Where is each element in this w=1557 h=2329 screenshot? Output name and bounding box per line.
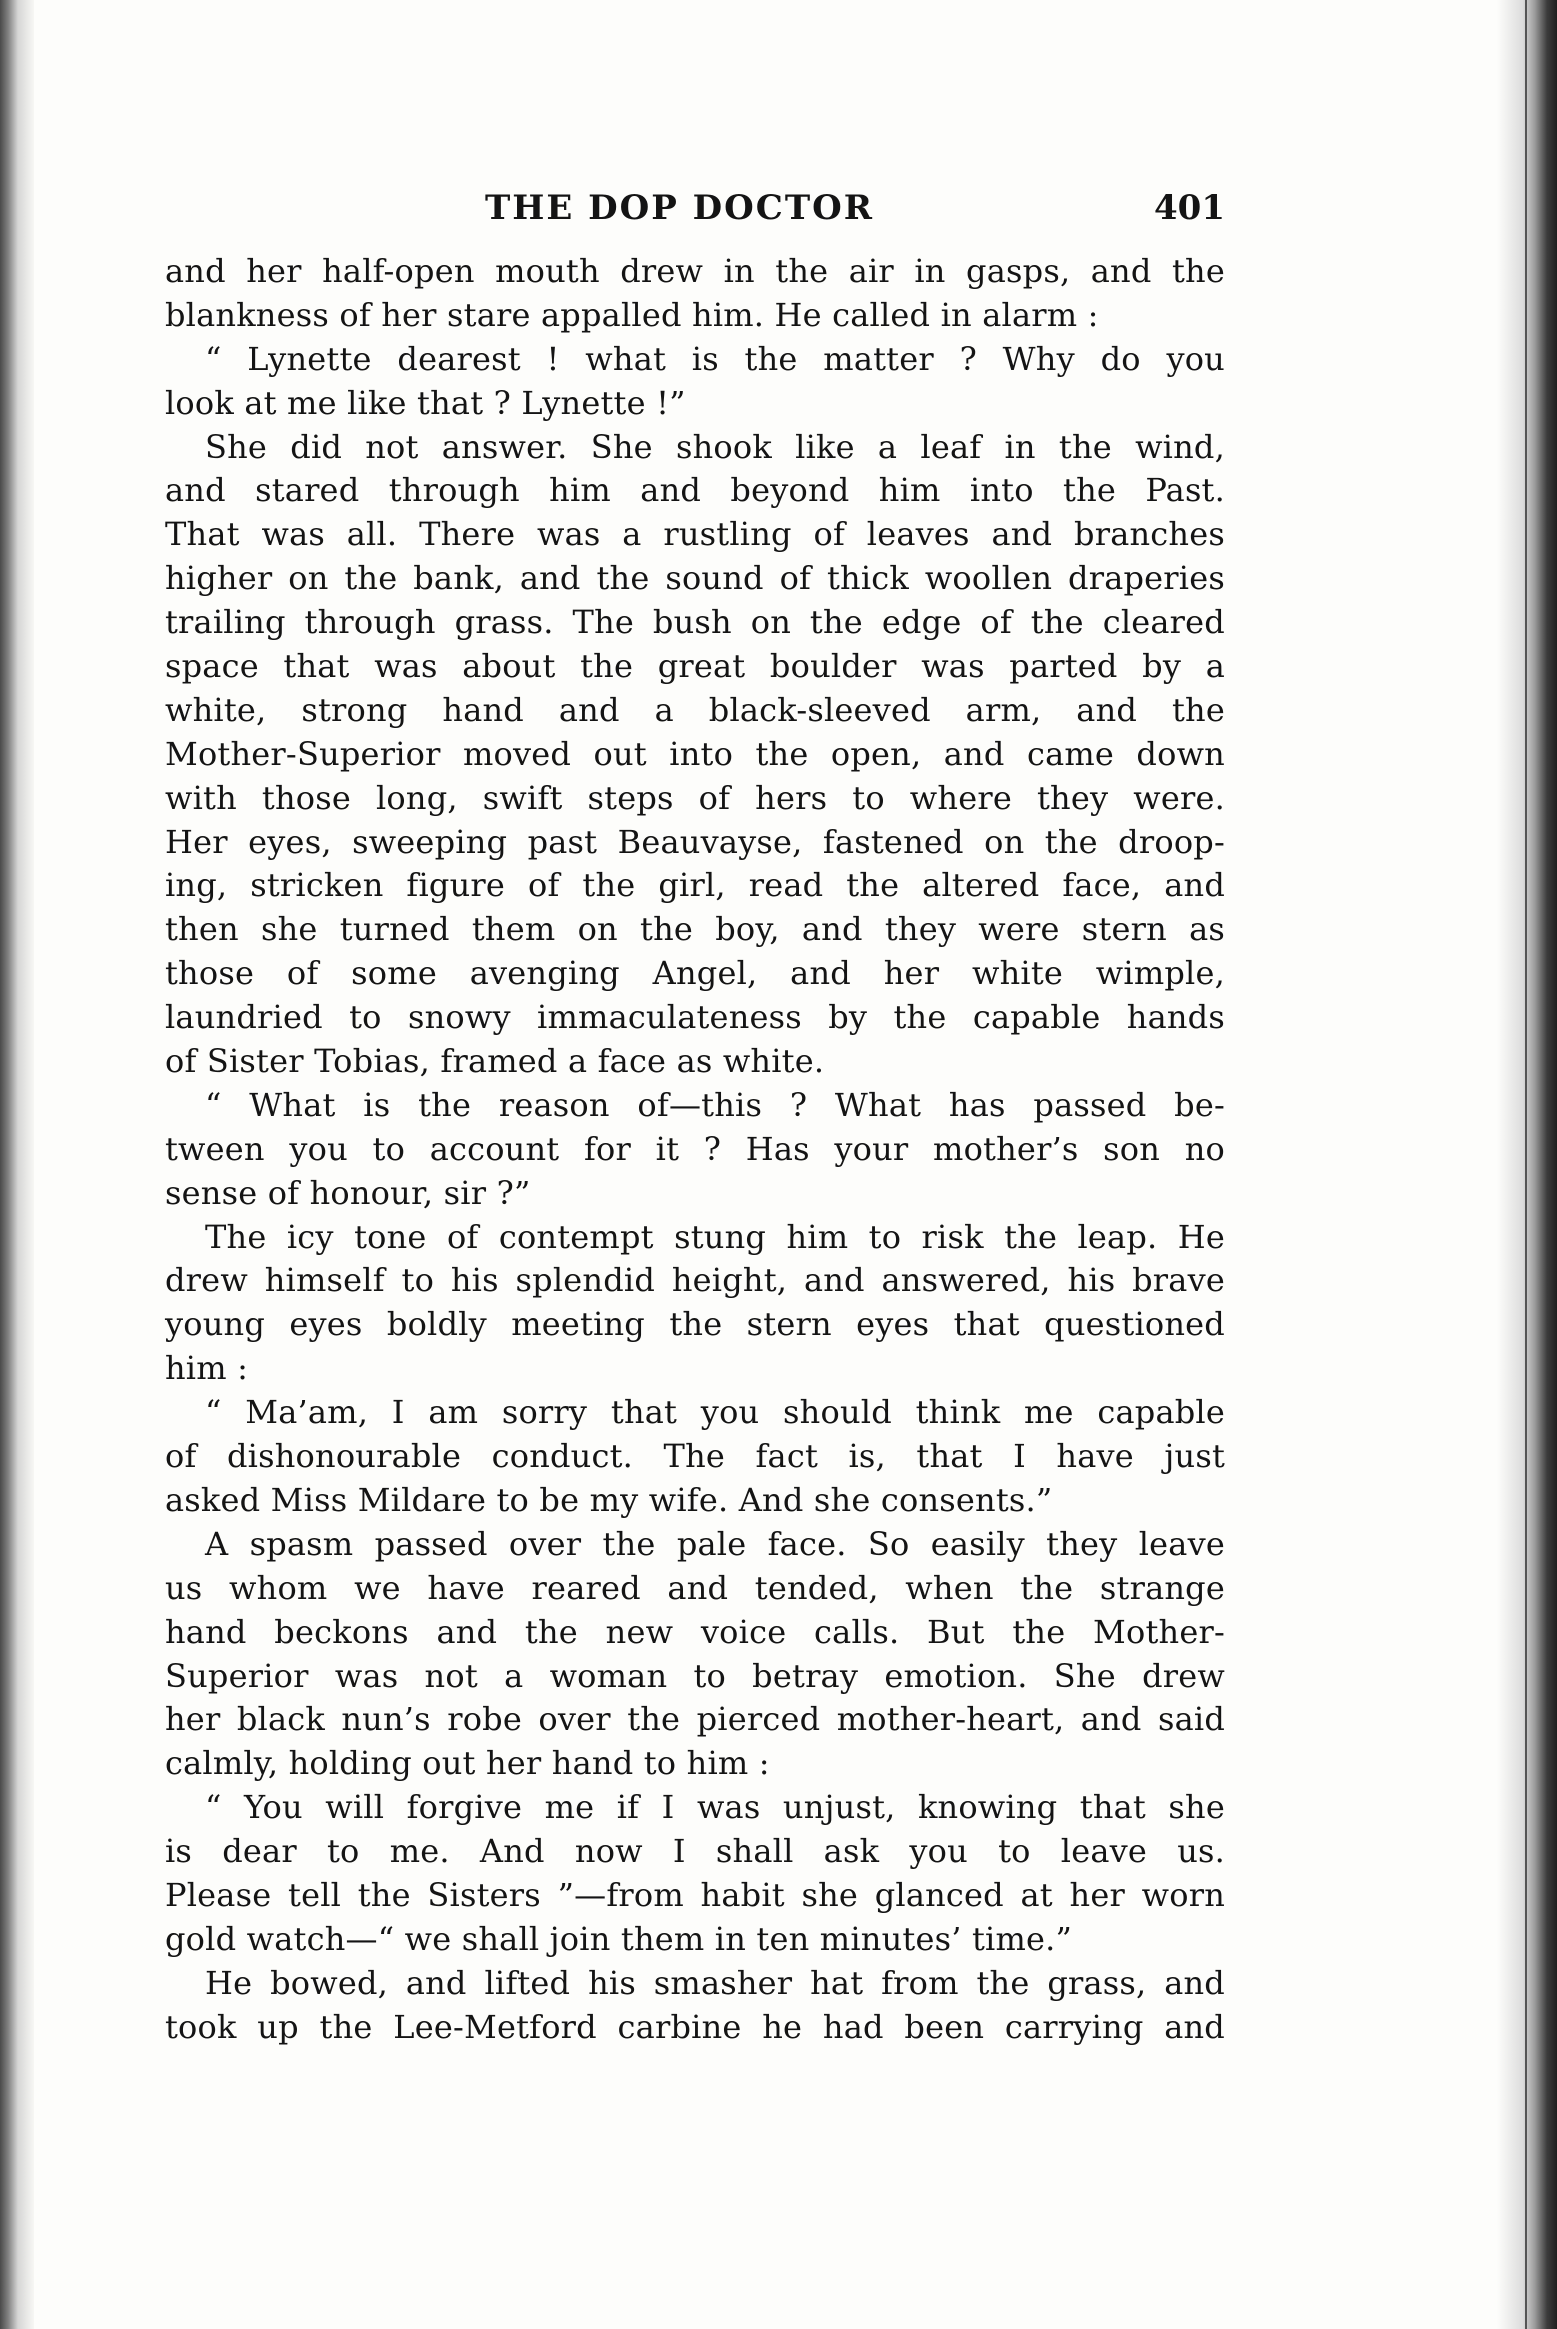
text-line: A spasm passed over the pale face. So easily they leave bbox=[205, 1524, 1225, 1563]
text-line: Please tell the Sisters ”—from habit she glanced at her worn bbox=[165, 1875, 1225, 1914]
text-line: tween you to account for it ? Has your mother’s son no bbox=[165, 1129, 1225, 1168]
text-line: space that was about the great boulder was parted by a bbox=[165, 647, 1225, 686]
text-line: She did not answer. She shook like a leaf in the wind, bbox=[205, 427, 1225, 466]
page-right-edge bbox=[1497, 0, 1557, 2329]
text-line: He bowed, and lifted his smasher hat from the grass, and bbox=[205, 1963, 1225, 2002]
text-line: asked Miss Mildare to be my wife. And she consents.” bbox=[165, 1480, 1053, 1519]
running-head bbox=[165, 188, 1225, 238]
text-line: blankness of her stare appalled him. He called in alarm : bbox=[165, 295, 1099, 334]
page-gutter-line bbox=[1525, 0, 1527, 2329]
text-line: of dishonourable conduct. The fact is, that I have just bbox=[165, 1437, 1225, 1476]
text-line: gold watch—“ we shall join them in ten minutes’ time.” bbox=[165, 1919, 1073, 1958]
text-line: and her half-open mouth drew in the air in gasps, and the bbox=[165, 252, 1225, 290]
text-line: Superior was not a woman to betray emotion. She drew bbox=[165, 1656, 1225, 1695]
page-left-edge bbox=[0, 0, 34, 2329]
text-line: sense of honour, sir ?” bbox=[165, 1173, 531, 1212]
text-line: drew himself to his splendid height, and answered, his brave bbox=[165, 1261, 1225, 1300]
text-line: “ Ma’am, I am sorry that you should think me capable bbox=[205, 1393, 1225, 1432]
text-line: Her eyes, sweeping past Beauvayse, fastened on the droop- bbox=[165, 822, 1225, 861]
body-text bbox=[165, 250, 1225, 2050]
text-line: then she turned them on the boy, and they were stern as bbox=[165, 910, 1225, 949]
text-line: The icy tone of contempt stung him to risk the leap. He bbox=[205, 1217, 1225, 1256]
text-line: us whom we have reared and tended, when the strange bbox=[165, 1568, 1225, 1607]
text-line: look at me like that ? Lynette !” bbox=[165, 383, 686, 422]
text-line: and stared through him and beyond him into the Past. bbox=[165, 471, 1225, 510]
text-line: young eyes boldly meeting the stern eyes that questioned bbox=[165, 1305, 1225, 1344]
text-line: those of some avenging Angel, and her white wimple, bbox=[165, 954, 1225, 993]
text-line: her black nun’s robe over the pierced mother-heart, and said bbox=[165, 1700, 1225, 1739]
text-line: higher on the bank, and the sound of thick woollen draperies bbox=[165, 559, 1225, 598]
text-line: is dear to me. And now I shall ask you to leave us. bbox=[165, 1832, 1225, 1871]
text-line: hand beckons and the new voice calls. But the Mother- bbox=[165, 1612, 1225, 1651]
running-title: THE DOP DOCTOR bbox=[485, 188, 875, 228]
text-line: with those long, swift steps of hers to where they were. bbox=[165, 778, 1225, 817]
text-line: “ What is the reason of—this ? What has passed be- bbox=[205, 1085, 1225, 1124]
text-line: laundried to snowy immaculateness by the capable hands bbox=[165, 998, 1225, 1037]
text-line: of Sister Tobias, framed a face as white. bbox=[165, 1042, 825, 1081]
text-line: “ You will forgive me if I was unjust, knowing that she bbox=[205, 1788, 1225, 1827]
text-line: him : bbox=[165, 1349, 249, 1388]
text-line: Mother-Superior moved out into the open, and came down bbox=[165, 734, 1225, 773]
text-line: That was all. There was a rustling of leaves and branches bbox=[165, 515, 1225, 554]
text-line: trailing through grass. The bush on the edge of the cleared bbox=[165, 603, 1225, 642]
text-line: calmly, holding out her hand to him : bbox=[165, 1744, 770, 1783]
text-line: ing, stricken figure of the girl, read the altered face, and bbox=[165, 866, 1225, 905]
page-number: 401 bbox=[1154, 188, 1225, 228]
text-line: took up the Lee-Metford carbine he had been carrying and bbox=[165, 2007, 1225, 2046]
text-line: “ Lynette dearest ! what is the matter ? Why do you bbox=[205, 339, 1225, 378]
text-line: white, strong hand and a black-sleeved arm, and the bbox=[165, 690, 1225, 729]
